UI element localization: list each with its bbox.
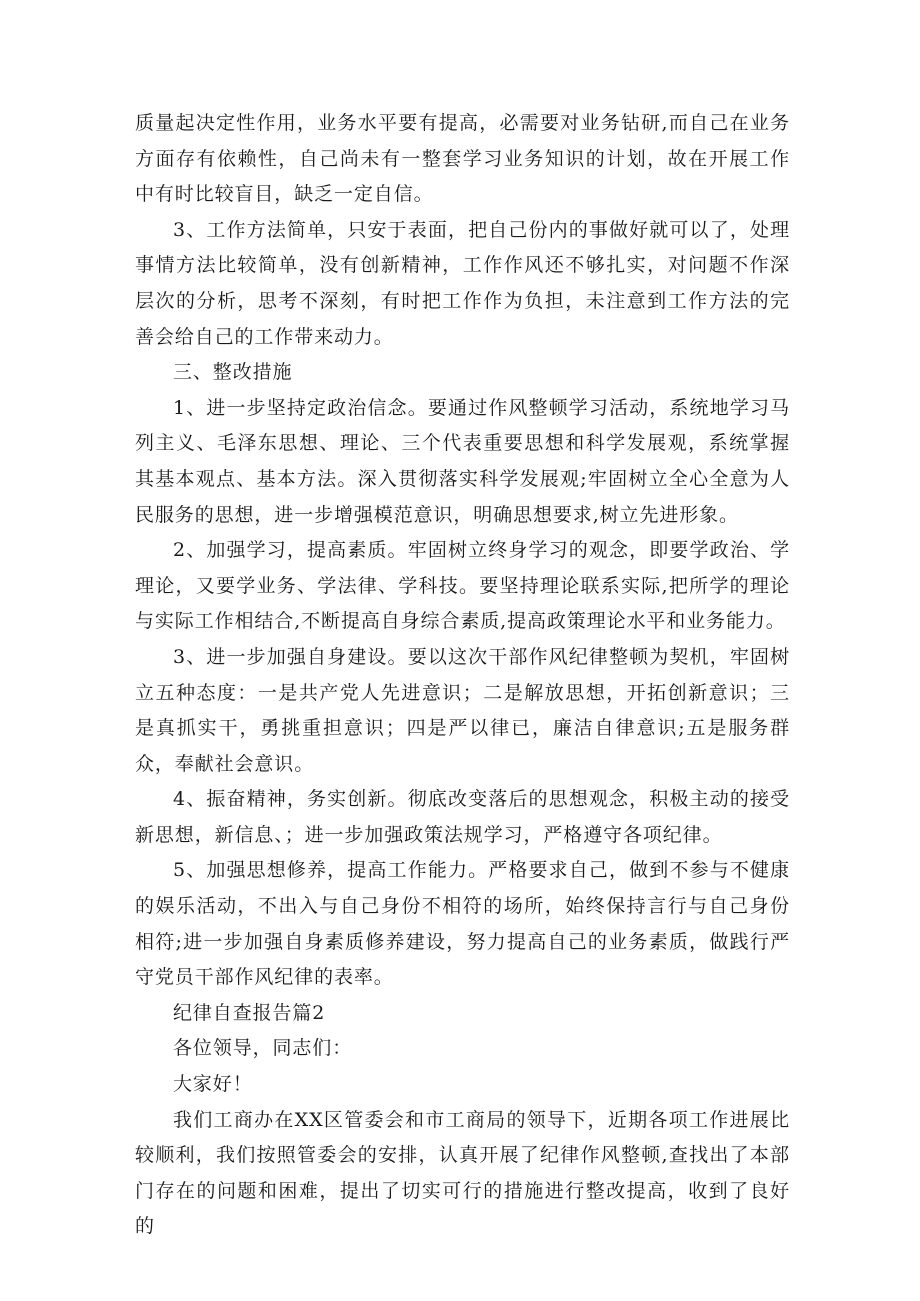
salutation: 各位领导，同志们： bbox=[173, 1037, 353, 1060]
paragraph-report-intro: 我们工商办在XX区管委会和市工商局的领导下，近期各项工作进展比较顺利，我们按照管委会的安排，认真开展了纪律作风整顿,查找出了本部门存在的问题和困难，提出了切实可行的措施进行整改提高，收到了良好的 bbox=[135, 1108, 790, 1238]
paragraph-measure-1: 1、进一步坚持定政治信念。要通过作风整顿学习活动，系统地学习马列主义、毛泽东思想、理论、三个代表重要思想和科学发展观，系统掌握其基本观点、基本方法。深入贯彻落实科学发展观;牢固树立全心全意为人民服务的思想，进一步增强模范意识，明确思想要求,树立先进形象。 bbox=[135, 396, 790, 526]
paragraph-measure-5: 5、加强思想修养，提高工作能力。严格要求自己，做到不参与不健康的娱乐活动，不出入与自己身份不相符的场所，始终保持言行与自己身份相符;进一步加强自身素质修养建设，努力提高自己的业务素质，做践行严守党员干部作风纪律的表率。 bbox=[135, 859, 790, 989]
paragraph-measure-2: 2、加强学习，提高素质。牢固树立终身学习的观念，即要学政治、学理论，又要学业务、学法律、学科技。要坚持理论联系实际,把所学的理论与实际工作相结合,不断提高自身综合素质,提高政策理论水平和业务能力。 bbox=[135, 539, 790, 633]
paragraph-measure-4: 4、振奋精神，务实创新。彻底改变落后的思想观念，积极主动的接受新思想，新信息、；进一步加强政策法规学习，严格遵守各项纪律。 bbox=[135, 788, 790, 846]
paragraph-measure-3: 3、进一步加强自身建设。要以这次干部作风纪律整顿为契机，牢固树立五种态度：一是共产党人先进意识；二是解放思想，开拓创新意识；三是真抓实干，勇挑重担意识；四是严以律已，廉洁自律意识;五是服务群众，奉献社会意识。 bbox=[135, 645, 790, 775]
paragraph-quality: 质量起决定性作用，业务水平要有提高，必需要对业务钻研,而自己在业务方面存有依赖性，自己尚未有一整套学习业务知识的计划，故在开展工作中有时比较盲目，缺乏一定自信。 bbox=[135, 112, 790, 206]
paragraph-work-method: 3、工作方法简单，只安于表面，把自己份内的事做好就可以了，处理事情方法比较简单，没有创新精神，工作作风还不够扎实，对问题不作深层次的分析，思考不深刻，有时把工作作为负担，未注意到工作方法的完善会给自己的工作带来动力。 bbox=[135, 218, 790, 348]
section-heading-rectification: 三、整改措施 bbox=[173, 361, 293, 384]
document-page bbox=[135, 106, 790, 1245]
report-title: 纪律自查报告篇2 bbox=[173, 1001, 326, 1024]
greeting: 大家好！ bbox=[173, 1073, 253, 1096]
